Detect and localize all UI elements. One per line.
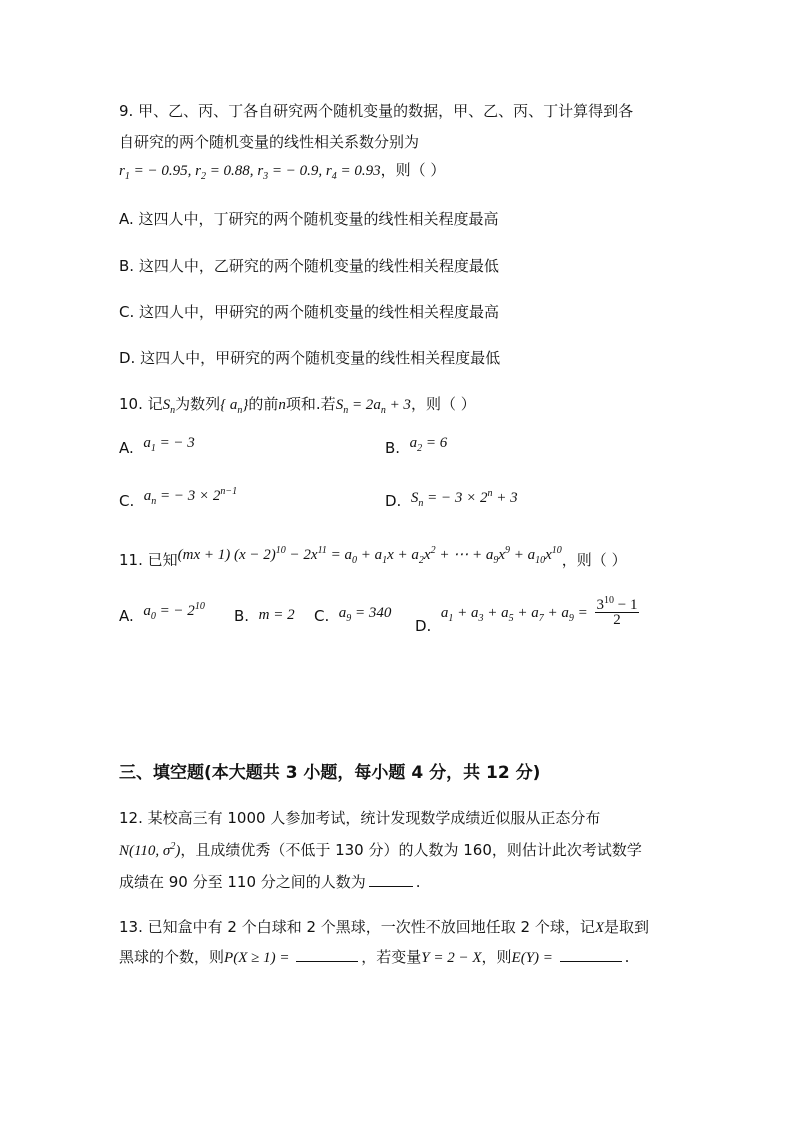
- q9-option-b: B. 这四人中，乙研究的两个随机变量的线性相关程度最低: [119, 257, 499, 275]
- q10-text1: 为数列: [175, 395, 221, 413]
- q9-line1: 9. 甲、乙、丙、丁各自研究两个随机变量的数据，甲、乙、丙、丁计算得到各: [119, 102, 634, 120]
- q10-stem: [119, 394, 476, 415]
- q12-line2: N(110, $\sigma^2$)，且成绩优秀（不低于 130 分）的人数为 160，则估计此次考试数学: [119, 841, 642, 859]
- q12-answer-blank[interactable]: [369, 872, 413, 887]
- q12-line3: 成绩在 90 分至 110 分之间的人数为 .: [119, 873, 421, 891]
- q11-option-b: B. m = 2: [234, 607, 295, 625]
- section-heading-fill-in-blank: 三、填空题(本大题共 3 小题，每小题 4 分，共 12 分): [119, 763, 541, 783]
- q11-stem: [119, 545, 627, 571]
- q10-sequence: { $a_n$}: [220, 397, 249, 416]
- q10-option-d: D. $S_n$ = − $3 \times 2^n + 3$: [385, 488, 518, 510]
- q13-line1: 13. 已知盒中有 2 个白球和 2 个黑球，一次性不放回地任取 2 个球，记X是取到: [119, 918, 650, 936]
- q9-option-a: A. 这四人中，丁研究的两个随机变量的线性相关程度最高: [119, 210, 499, 228]
- q10-option-c: C. $a_n$ = − $3 \times 2^{n-1}$: [119, 486, 238, 510]
- q12-line1: 12. 某校高三有 1000 人参加考试，统计发现数学成绩近似服从正态分布: [119, 809, 601, 827]
- q10-ask: ，则（ ）: [410, 395, 476, 413]
- q10-n: n: [278, 397, 286, 413]
- q10-condition: $S_n = 2a_n + 3$: [335, 397, 411, 416]
- q9-correlation-formula: $r_1$ = − 0.95, $r_2 = 0.88$, $r_3$ = − 0.9, $r_4 = 0.93$: [119, 163, 381, 182]
- q12-normal-distribution: N(110, $\sigma^2$): [119, 841, 181, 859]
- q11-option-d: D. $a_1 + a_3 + a_5 + a_7 + a_9$ = $\frac{3^{10} - 1}{2}$: [415, 595, 638, 635]
- q13-expectation: E(Y) =: [511, 950, 557, 966]
- q11-option-a: A. $a_0$ = − $2^{10}$: [119, 601, 205, 625]
- q13-probability-blank[interactable]: [296, 947, 358, 962]
- q13-x: X: [594, 920, 605, 936]
- q11-number: 11. 已知: [119, 551, 178, 569]
- q10-text2: 的前: [248, 395, 279, 413]
- q9-line3: [119, 160, 445, 181]
- q11-option-c: C. $a_9 = 340$: [314, 605, 392, 625]
- q13-y-definition: Y = 2 − X: [421, 950, 482, 966]
- q13-line2: 黑球的个数，则P(X ≥ 1) = ，若变量Y = 2 − X，则E(Y) = .: [119, 948, 630, 966]
- q10-text3: 项和.若: [285, 395, 336, 413]
- q9-option-d: D. 这四人中，甲研究的两个随机变量的线性相关程度最低: [119, 349, 501, 367]
- q10-number: 10. 记: [119, 395, 163, 413]
- q9-option-c: C. 这四人中，甲研究的两个随机变量的线性相关程度最高: [119, 303, 500, 321]
- q9-ask: ，则（ ）: [380, 161, 446, 179]
- q11-ask: ，则（ ）: [561, 551, 627, 569]
- q13-probability: P(X ≥ 1) =: [224, 950, 294, 966]
- q10-option-b: B. $a_2 = 6$: [385, 435, 448, 457]
- q9-line2: 自研究的两个随机变量的线性相关系数分别为: [119, 133, 420, 151]
- q13-expectation-blank[interactable]: [560, 947, 622, 962]
- q10-sn: $S_n$: [162, 397, 176, 416]
- q11-expansion: (mx + 1) $(x - 2)^{10} - 2x^{11} = a_0 + a_1x + a_2x^2$ + ⋯ + $a_9x^9 + a_{10}x^{10}$: [177, 545, 562, 566]
- q10-option-a: A. $a_1$ = − 3: [119, 435, 195, 457]
